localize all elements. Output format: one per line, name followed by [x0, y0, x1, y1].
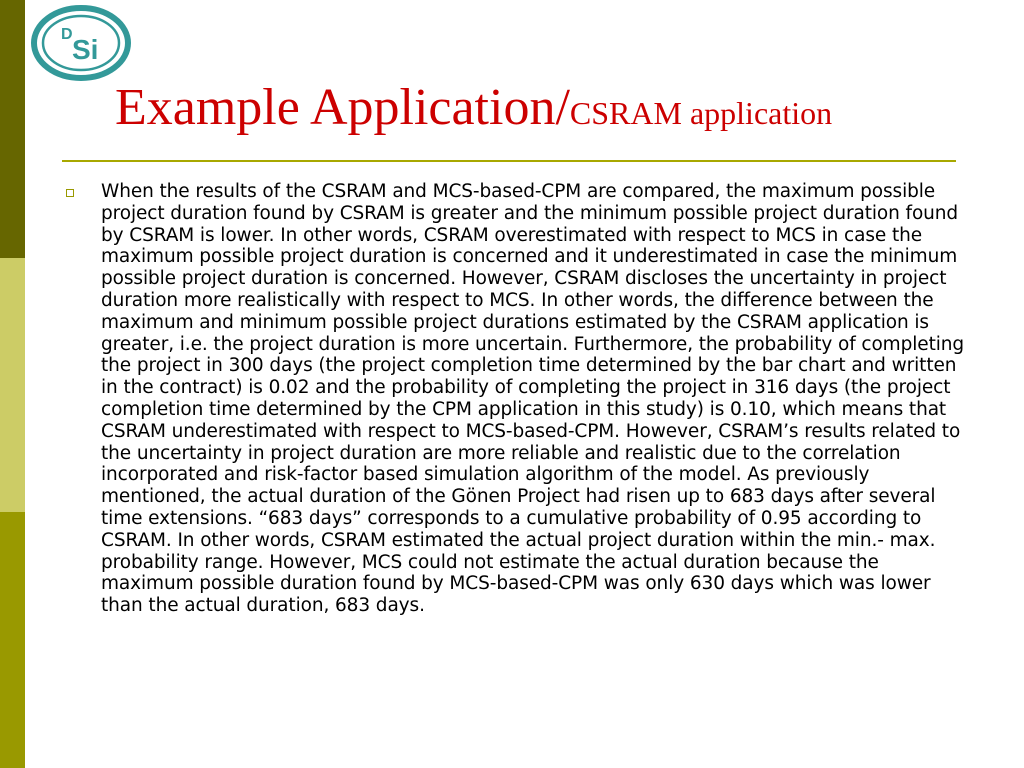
dsi-logo	[30, 4, 132, 82]
title-main: Example Application/	[115, 79, 570, 136]
title-sub: CSRAM application	[569, 95, 833, 131]
sidebar-band-top	[0, 0, 25, 258]
bullet-square-icon	[66, 189, 74, 197]
logo-letter-d: D	[61, 26, 73, 43]
logo-letters-si: Si	[72, 34, 99, 65]
title-divider	[62, 160, 956, 162]
slide-title	[115, 79, 833, 136]
body-paragraph: When the results of the CSRAM and MCS-based-CPM are compared, the maximum possible project duration found by CSRAM is greater and the minimum possible project duration found by CSRAM is lower. In other words, CSRAM overestimated with respect to MCS in case the maximum possible project duration is concerned and it underestimated in case the minimum possible project duration is concerned. However, CSRAM discloses the uncertainty in project duration more realistically with respect to MCS. In other words, the difference between the maximum and minimum possible project durations estimated by the CSRAM application is greater, i.e. the project duration is more uncertain. Furthermore, the probability of completing the project in 300 days (the project completion time determined by the bar chart and written in the contract) is 0.02 and the probability of completing the project in 316 days (the project completion time determined by the CPM application in this study) is 0.10, which means that CSRAM underestimated with respect to MCS-based-CPM. However, CSRAM’s results related to the uncertainty in project duration are more reliable and realistic due to the correlation incorporated and risk-factor based simulation algorithm of the model. As previously mentioned, the actual duration of the Gönen Project had risen up to 683 days after several time extensions. “683 days” corresponds to a cumulative probability of 0.95 according to CSRAM. In other words, CSRAM estimated the actual project duration within the min.- max. probability range. However, MCS could not estimate the actual duration because the maximum possible duration found by MCS-based-CPM was only 630 days which was lower than the actual duration, 683 days.	[101, 181, 965, 617]
sidebar-band-middle	[0, 258, 25, 512]
dsi-logo-icon	[30, 4, 132, 82]
sidebar-band-bottom	[0, 512, 25, 768]
